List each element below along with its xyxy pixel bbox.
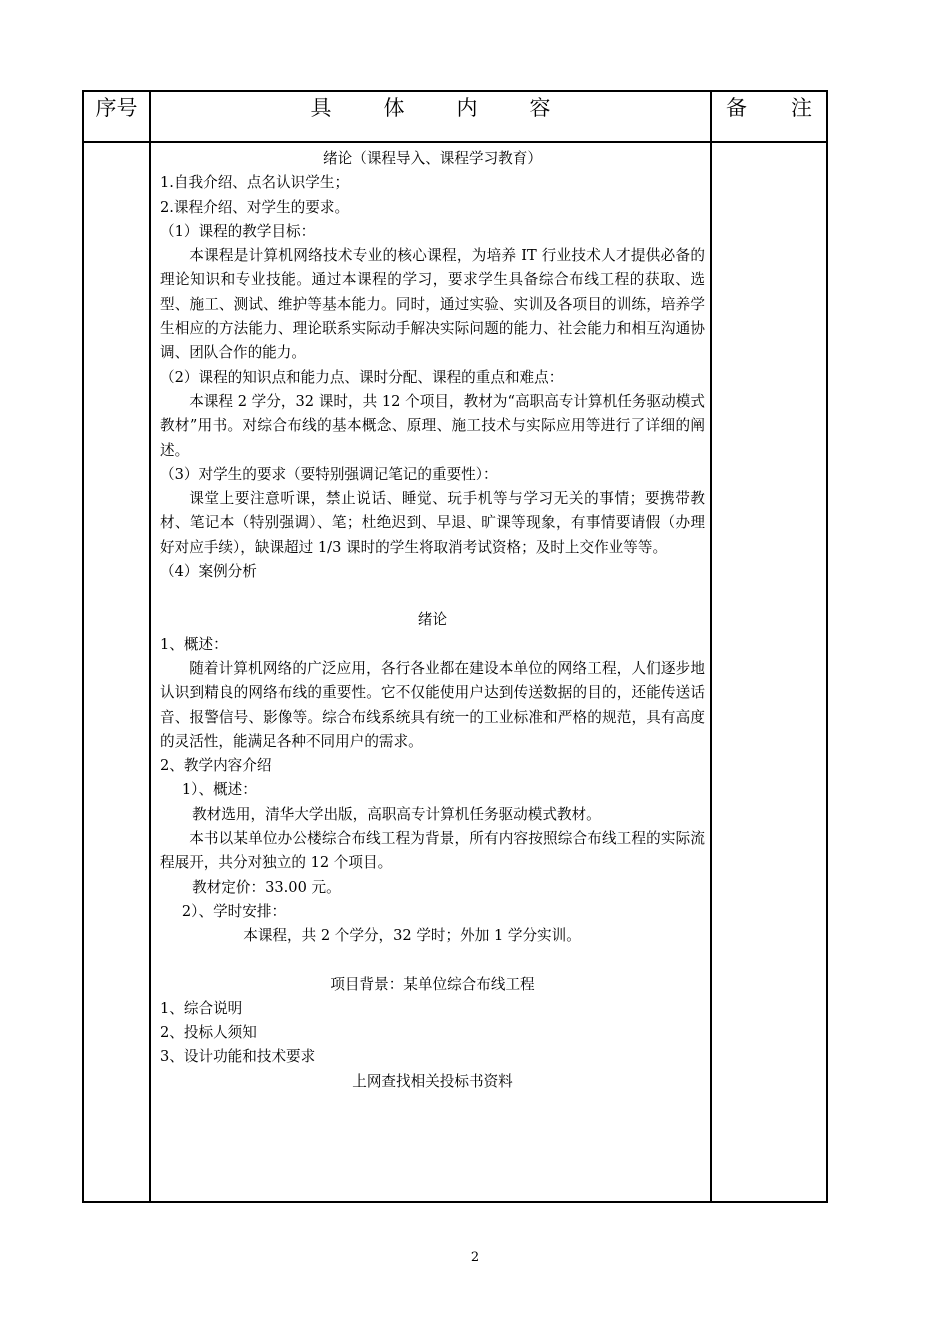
lesson-plan-table bbox=[82, 90, 828, 1203]
list-item: 1、综合说明 bbox=[160, 999, 243, 1017]
paragraph: 教材定价：33.00 元。 bbox=[192, 878, 341, 896]
header-content-char: 体 bbox=[383, 96, 405, 120]
header-content bbox=[150, 91, 711, 142]
note-cell bbox=[711, 142, 827, 1202]
list-item: 2、投标人须知 bbox=[160, 1024, 257, 1042]
header-content-char: 具 bbox=[310, 96, 332, 120]
page-number: 2 bbox=[470, 1250, 480, 1265]
header-content-char: 容 bbox=[529, 96, 551, 120]
table-header-row bbox=[83, 91, 827, 142]
table-body-row bbox=[83, 142, 827, 1202]
paragraph: 随着计算机网络的广泛应用，各行各业都在建设本单位的网络工程，人们逐步地认识到精良的网络布线的重要性。它不仅能使用户达到传送数据的目的，还能传送话音、报警信号、影像等。综合布线系统具有统一的工业标准和严格的规范，具有高度的灵活性，能满足各种不同用户的需求。 bbox=[160, 659, 705, 750]
section-title: 绪论（课程导入、课程学习教育） bbox=[323, 150, 542, 167]
list-item: 1.自我介绍、点名认识学生； bbox=[160, 174, 350, 192]
header-content-char: 内 bbox=[456, 96, 478, 120]
header-note-char: 注 bbox=[791, 96, 812, 120]
section-title: 绪论 bbox=[417, 611, 448, 629]
subheading: （1）课程的教学目标： bbox=[160, 222, 316, 240]
paragraph: 教材选用，清华大学出版，高职高专计算机任务驱动模式教材。 bbox=[192, 805, 601, 823]
subheading: （2）课程的知识点和能力点、课时分配、课程的重点和难点： bbox=[160, 368, 564, 386]
subheading: 1、概述： bbox=[160, 635, 228, 653]
header-seq-label: 序号 bbox=[95, 96, 138, 120]
closing-line: 上网查找相关投标书资料 bbox=[352, 1072, 513, 1090]
paragraph: 本课程是计算机网络技术专业的核心课程，为培养 IT 行业技术人才提供必备的理论知识和专业技能。通过本课程的学习，要求学生具备综合布线工程的获取、选型、施工、测试、维护等基本能力。同时，通过实验、实训及各项目的训练，培养学生相应的方法能力、理论联系实际动手解决实际问题的能力、社会能力和相互沟通协调、团队合作的能力。 bbox=[160, 247, 705, 362]
paragraph: 本课程，共 2 个学分，32 学时；外加 1 学分实训。 bbox=[243, 927, 581, 945]
subheading: （3）对学生的要求（要特别强调记笔记的重要性）： bbox=[160, 465, 498, 483]
subheading: 2）、学时安排： bbox=[181, 902, 287, 920]
section-title: 项目背景：某单位综合布线工程 bbox=[330, 975, 535, 993]
paragraph: 课堂上要注意听课，禁止说话、睡觉、玩手机等与学习无关的事情；要携带教材、笔记本（特别强调）、笔；杜绝迟到、早退、旷课等现象，有事情要请假（办理好对应手续），缺课超过 1/3 课时的学生将取消考试资格；及时上交作业等等。 bbox=[160, 490, 705, 556]
subheading: （4）案例分析 bbox=[160, 563, 257, 581]
list-item: 3、设计功能和技术要求 bbox=[160, 1048, 316, 1066]
subheading: 1）、概述： bbox=[181, 781, 257, 799]
seq-cell bbox=[83, 142, 150, 1202]
header-seq bbox=[83, 91, 150, 142]
subheading: 2、教学内容介绍 bbox=[160, 757, 272, 775]
content-cell bbox=[150, 142, 711, 1202]
header-note bbox=[711, 91, 827, 142]
paragraph: 本课程 2 学分，32 课时，共 12 个项目，教材为“高职高专计算机任务驱动模式教材”用书。对综合布线的基本概念、原理、施工技术与实际应用等进行了详细的阐述。 bbox=[160, 392, 705, 459]
header-note-char: 备 bbox=[726, 96, 747, 120]
list-item: 2.课程介绍、对学生的要求。 bbox=[160, 198, 350, 216]
paragraph: 本书以某单位办公楼综合布线工程为背景，所有内容按照综合布线工程的实际流程展开，共分对独立的 12 个项目。 bbox=[160, 830, 705, 872]
